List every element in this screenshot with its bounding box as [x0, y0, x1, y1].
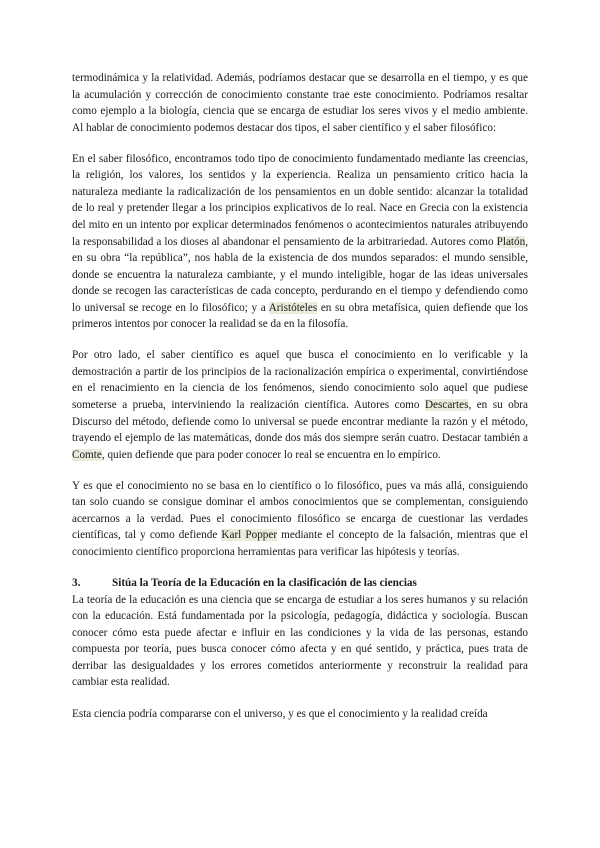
paragraph-intro-text: termodinámica y la relatividad. Además, podríamos destacar que se desarrolla en el tiempo, y es que la acumulación y corrección de conocimiento constante trae este conocimiento. Podríamos resaltar como ejemplo a la biología, ciencia que se encarga de estudiar los seres vivos y el medio ambiente. Al hablar de conocimiento podemos destacar dos tipos, el saber científico y el saber filosófico:	[72, 72, 528, 134]
paragraph-education-theory-text: La teoría de la educación es una ciencia que se encarga de estudiar a los seres humanos y su relación con la educación. Está fundamentada por la psicología, pedagogía, didáctica y sociología. Buscan conocer cómo esta puede afectar e influir en las condiciones y la vida de las personas, estando compuesta por teoría, pues busca conocer cómo afecta y en qué sentido, y práctica, pues trata de derribar las desigualdades y los errores cometidos anteriormente y reconstruir la realidad para cambiar esta realidad.	[72, 593, 528, 689]
text-segment: en su obra metafísica, quien defiende que los primeros intentos por conocer la realidad se da en la filosofía.	[72, 301, 528, 331]
text-segment: Y es que el conocimiento no se basa en lo científico o lo filosófico, pues va más allá, consiguiendo tan solo cuando se consigue dominar el ambos conocimientos que se complementan, consiguiendo acercarnos a la verdad. Pues el conocimiento filosófico se encarga de cuestionar las verdades científicas, tal y como defiende	[72, 479, 528, 542]
highlight-comte: Comte	[72, 448, 102, 461]
text-segment: En el saber filosófico, encontramos todo tipo de conocimiento fundamentado mediante las creencias, la religión, los valores, los sentidos y la experiencia. Realiza un pensamiento crítico hacia la naturaleza mediante la radicalización de los pensamientos en un doble sentido: alcanzar la totalidad de lo real y pretender llegar a los principios explicativos de lo real. Nace en Grecia con la existencia del mito en un intento por explicar determinados fenómenos o acontecimientos naturales atribuyendo la responsabilidad a los dioses al abandonar el pensamiento de la arbitrariedad. Autores como	[72, 152, 528, 248]
paragraph-education-theory	[72, 592, 528, 691]
paragraph-philosophical-knowledge	[72, 151, 528, 333]
text-segment: , en su obra “la república”, nos habla de la existencia de dos mundos separados: el mundo sensible, donde se encuentra la naturaleza cambiante, y el mundo inteligible, hogar de las ideas universales donde se recogen las características de cada concepto, perdurando en el tiempo y defendiendo como lo universal se recoge en lo filosófico; y a	[72, 235, 528, 314]
highlight-karl-popper: Karl Popper	[221, 529, 278, 542]
paragraph-complementary-knowledge	[72, 478, 528, 561]
highlight-platon: Platón	[496, 235, 526, 248]
paragraph-scientific-knowledge	[72, 347, 528, 463]
highlight-descartes: Descartes	[424, 399, 469, 412]
paragraph-universe-comparison-text: Esta ciencia podría compararse con el universo, y es que el conocimiento y la realidad creída	[72, 707, 488, 720]
text-segment: mediante el concepto de la falsación, mientras que el conocimiento científico proporciona herramientas para verificar las hipótesis y teorías.	[72, 529, 528, 558]
text-segment: , en su obra Discurso del método, defiende como lo universal se puede encontrar mediante la razón y el método, trayendo el ejemplo de las matemáticas, donde dos más dos siempre serán cuatro. Destacar también a	[72, 399, 529, 445]
paragraph-intro	[72, 70, 528, 136]
text-segment: Por otro lado, el saber científico es aquel que busca el conocimiento en lo verificable y la demostración a partir de los principios de la racionalización empírica o experimental, convirtiéndose en el renacimiento en la ciencia de los fenómenos, siendo conocimiento solo aquel que pudiese someterse a prueba, interviniendo la realización científica. Autores como	[72, 349, 528, 412]
highlight-aristoteles: Aristóteles	[268, 301, 318, 314]
section-title: Sitúa la Teoría de la Educación en la clasificación de las ciencias	[112, 577, 417, 590]
section-heading	[72, 575, 528, 592]
text-segment: , quien defiende que para poder conocer lo real se encuentra en lo empírico.	[101, 448, 441, 461]
paragraph-universe-comparison	[72, 706, 528, 723]
section-number: 3.	[72, 577, 81, 590]
